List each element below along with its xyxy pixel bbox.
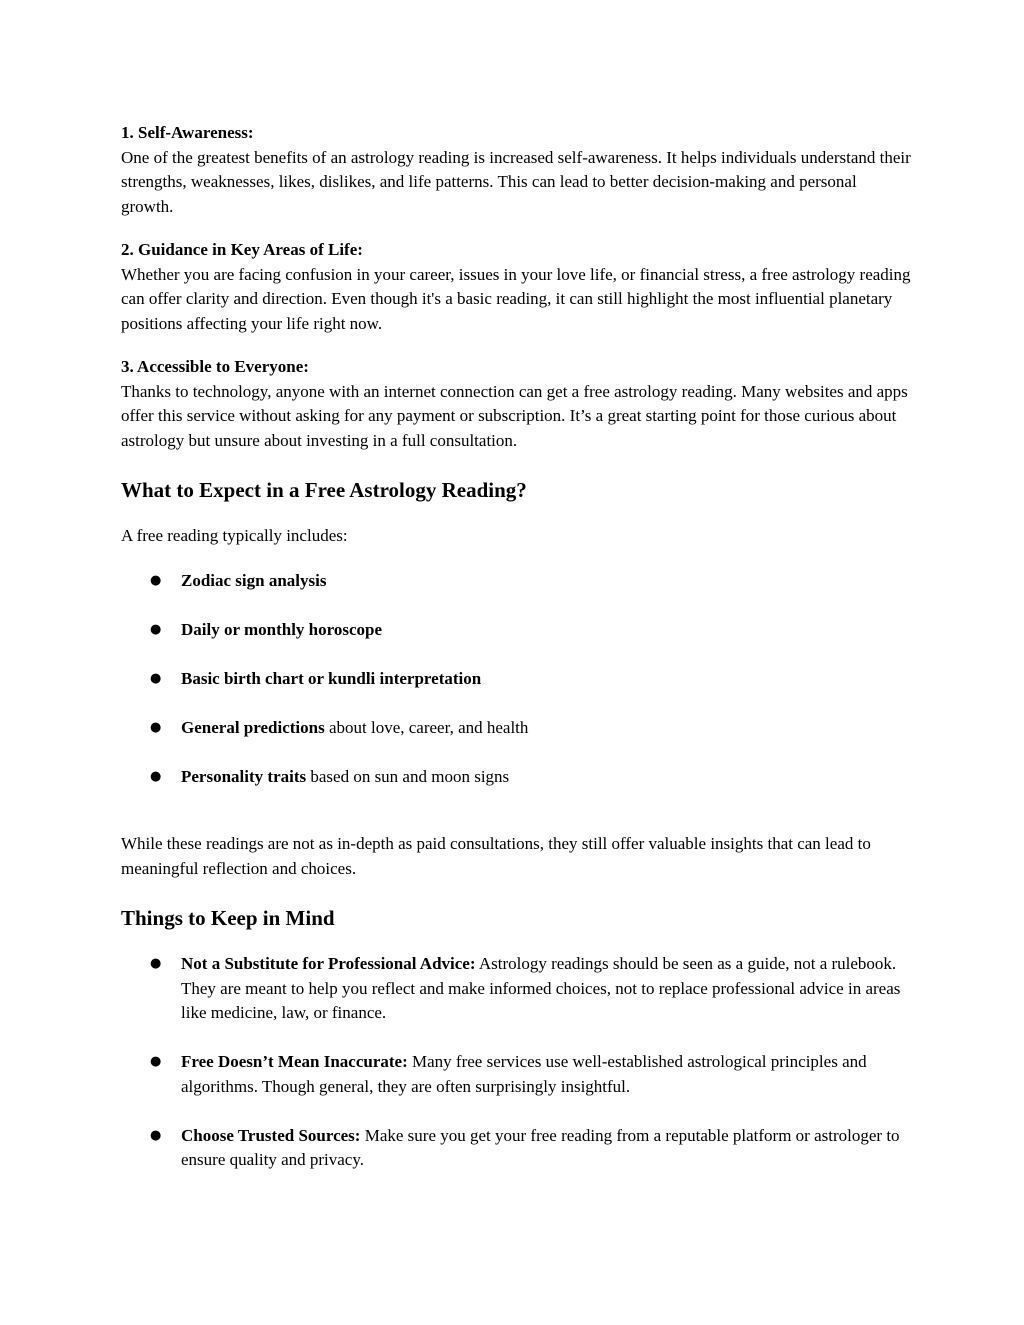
list-item-text: about love, career, and health	[324, 717, 529, 737]
list-item-text: Make sure you get your free reading from a reputable platform or astrologer to ensure quality and privacy.	[181, 1125, 900, 1169]
benefit-guidance	[121, 238, 911, 336]
bullet-icon: ●	[150, 719, 162, 735]
list-item-bold: General predictions	[181, 717, 325, 737]
bullet-icon: ●	[150, 1054, 162, 1069]
list-item	[121, 952, 911, 1026]
document-page	[121, 121, 911, 1173]
section-heading-keep-in-mind: Things to Keep in Mind	[121, 906, 335, 930]
list-item	[121, 716, 911, 741]
expect-intro: A free reading typically includes:	[121, 526, 348, 545]
benefit-text: Thanks to technology, anyone with an internet connection can get a free astrology reading. Many websites and apps offer this service without asking for any payment or subscription. It’s a great starting point for those curious about astrology but unsure about investing in a full consultation.	[121, 381, 908, 450]
list-item	[121, 765, 911, 790]
list-item	[121, 667, 911, 692]
list-item	[121, 618, 911, 643]
benefit-title: 1. Self-Awareness:	[121, 123, 254, 142]
benefit-text: One of the greatest benefits of an astrology reading is increased self-awareness. It helps individuals understand their strengths, weaknesses, likes, dislikes, and life patterns. This can lead to better decision-making and personal growth.	[121, 147, 911, 216]
list-item-bold: Personality traits	[181, 766, 307, 786]
keep-list	[121, 952, 911, 1173]
benefit-text: Whether you are facing confusion in your career, issues in your love life, or financial stress, a free astrology reading can offer clarity and direction. Even though it's a basic reading, it can still highlight the most influential planetary positions affecting your life right now.	[121, 264, 911, 333]
list-item-bold: Choose Trusted Sources:	[181, 1125, 361, 1145]
list-item-text: Many free services use well-established astrological principles and algorithms. Though general, they are often surprisingly insightful.	[181, 1052, 867, 1096]
list-item	[121, 1124, 911, 1173]
bullet-icon: ●	[150, 670, 162, 686]
benefit-title: 2. Guidance in Key Areas of Life:	[121, 240, 363, 259]
bullet-icon: ●	[150, 621, 162, 637]
list-item	[121, 1050, 911, 1099]
benefit-title: 3. Accessible to Everyone:	[121, 357, 309, 376]
list-item-bold: Basic birth chart or kundli interpretation	[181, 668, 482, 688]
list-item-text: based on sun and moon signs	[306, 766, 510, 786]
list-item-bold: Daily or monthly horoscope	[181, 619, 383, 639]
bullet-icon: ●	[150, 1127, 162, 1143]
bullet-icon: ●	[150, 956, 162, 971]
list-item-bold: Not a Substitute for Professional Advice:	[181, 954, 476, 973]
expect-closing: While these readings are not as in-depth as paid consultations, they still offer valuable insights that can lead to meaningful reflection and choices.	[121, 834, 871, 878]
benefit-self-awareness	[121, 121, 911, 219]
section-heading-expect: What to Expect in a Free Astrology Reading?	[121, 478, 527, 502]
bullet-icon: ●	[150, 768, 162, 784]
bullet-icon: ●	[150, 572, 162, 588]
list-item-bold: Zodiac sign analysis	[181, 570, 327, 590]
benefit-accessible	[121, 355, 911, 453]
list-item	[121, 569, 911, 594]
list-item-bold: Free Doesn’t Mean Inaccurate:	[181, 1052, 408, 1071]
expect-list	[121, 569, 911, 790]
list-item-text: Astrology readings should be seen as a guide, not a rulebook. They are meant to help you reflect and make informed choices, not to replace professional advice in areas like medicine, law, or finance.	[181, 954, 901, 1022]
